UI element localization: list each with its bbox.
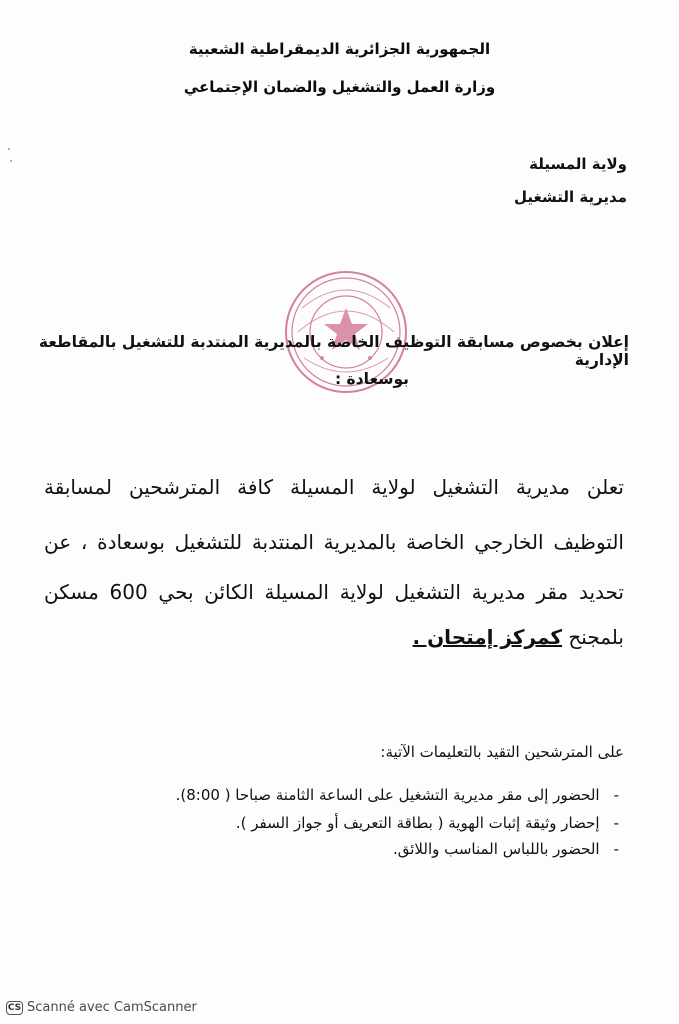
instructions-intro: على المترشحين التقيد بالتعليمات الآتية:: [380, 743, 624, 761]
wilaya-label: ولاية المسيلة: [529, 155, 627, 173]
scan-speck: [10, 160, 12, 162]
instruction-item: [176, 786, 619, 804]
directorate-label: مديرية التشغيل: [513, 188, 627, 206]
bullet-dash: -: [613, 786, 619, 804]
bullet-dash: -: [613, 840, 619, 858]
instruction-text: الحضور إلى مقر مديرية التشغيل على الساعة الثامنة صباحا ( 8:00).: [175, 786, 600, 804]
camscanner-label: Scanné avec CamScanner: [27, 1000, 197, 1015]
bullet-dash: -: [613, 814, 619, 832]
announcement-title-continued: بوسعادة :: [334, 370, 409, 388]
ministry-header: وزارة العمل والتشغيل والضمان الإجتماعي: [183, 78, 496, 96]
exam-center-highlight: كمركز إمتحان .: [412, 625, 563, 649]
body-line-4: [413, 625, 624, 649]
camscanner-footer: [6, 1000, 197, 1015]
instruction-text: الحضور باللباس المناسب واللائق.: [392, 840, 600, 858]
instruction-text: إحضار وثيقة إثبات الهوية ( بطاقة التعريف أو جواز السفر ).: [235, 814, 600, 832]
body-line-1: تعلن مديرية التشغيل لولاية المسيلة كافة المترشحين لمسابقة: [44, 475, 624, 499]
body-line-3: تحديد مقر مديرية التشغيل لولاية المسيلة الكائن بحي 600 مسكن: [44, 580, 624, 604]
republic-header: الجمهورية الجزائرية الديمقراطية الشعبية: [188, 40, 491, 58]
body-line-4-prefix: بلمجنح: [568, 625, 624, 649]
body-line-2: التوظيف الخارجي الخاصة بالمديرية المنتدبة للتشغيل بوسعادة ، عن: [44, 530, 624, 554]
camscanner-logo-icon: CS: [7, 1002, 22, 1013]
instruction-item: [393, 840, 619, 858]
scan-speck: [8, 148, 10, 150]
instruction-item: [236, 814, 619, 832]
announcement-title: إعلان بخصوص مسابقة التوظيف الخاصة بالمديرية المنتدبة للتشغيل بالمقاطعة الإدارية: [38, 333, 629, 369]
